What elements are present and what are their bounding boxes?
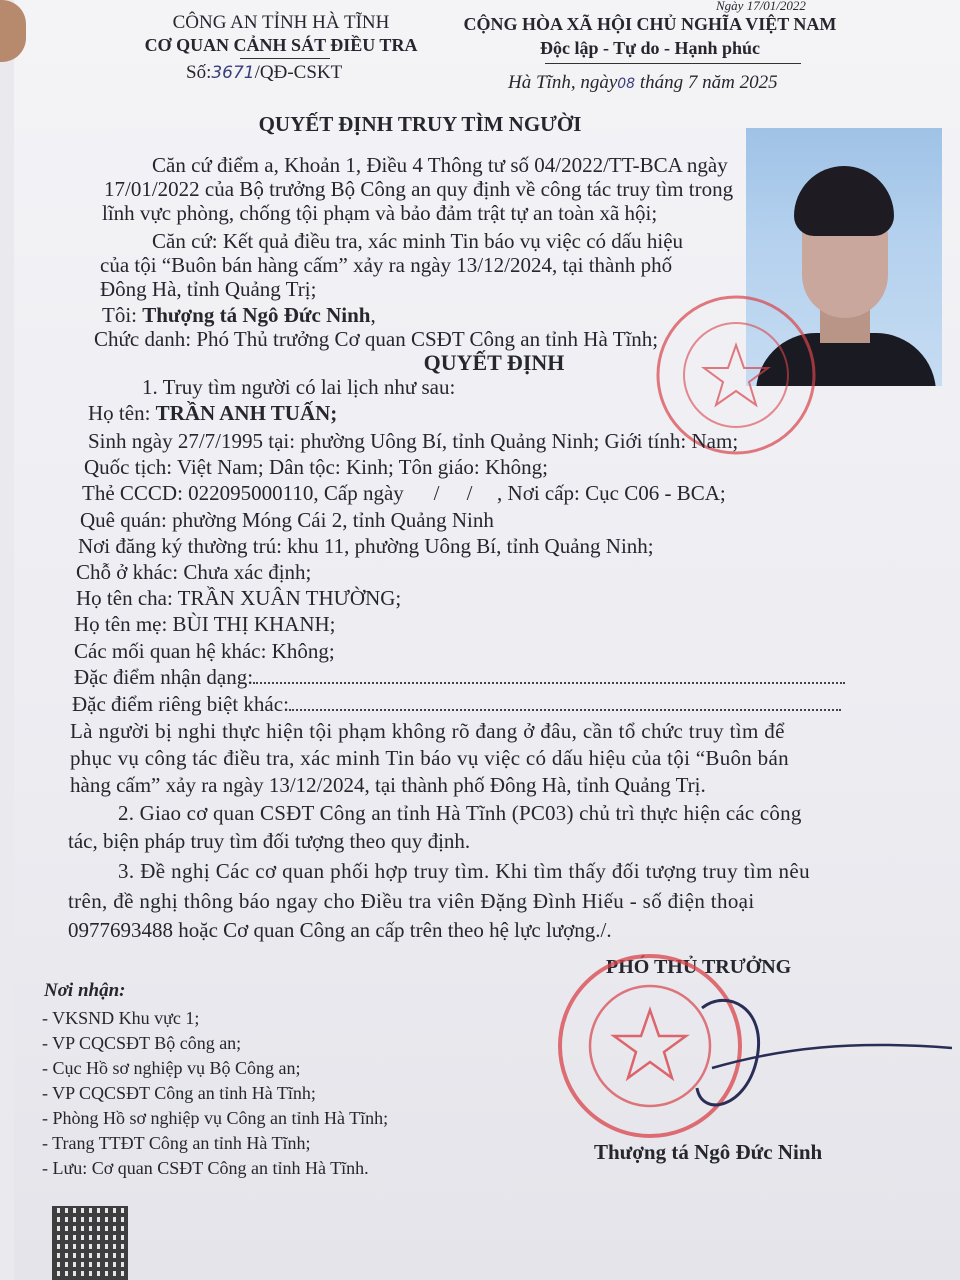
- item2-line: tác, biện pháp truy tìm đối tượng theo quy định.: [68, 829, 471, 853]
- date-day: 08: [617, 76, 636, 92]
- issue-date: [508, 72, 778, 94]
- preamble-line: Căn cứ điểm a, Khoản 1, Điều 4 Thông tư số 04/2022/TT-BCA ngày: [152, 153, 728, 177]
- hometown-line: Quê quán: phường Móng Cái 2, tỉnh Quảng Ninh: [80, 508, 494, 532]
- features-line: [74, 664, 845, 690]
- qr-code: [52, 1206, 128, 1280]
- reason-line: Là người bị nghi thực hiện tội phạm không rõ đang ở đâu, cần tổ chức truy tìm để: [70, 719, 785, 743]
- name-label: Họ tên:: [88, 401, 151, 425]
- agency-name: CÔNG AN TỈNH HÀ TĨNH: [172, 12, 390, 33]
- document-number: [186, 62, 342, 84]
- recipient-item: - VP CQCSĐT Bộ công an;: [42, 1033, 242, 1053]
- number-handwritten: 3671: [211, 63, 255, 83]
- item3-line: 3. Đề nghị Các cơ quan phối hợp truy tìm. Khi tìm thấy đối tượng truy tìm nêu: [118, 859, 811, 883]
- preamble-line: Đông Hà, tỉnh Quảng Trị;: [100, 277, 317, 301]
- dotted-fill: [253, 664, 845, 684]
- signer-label: Tôi:: [102, 303, 137, 327]
- preamble-line: 17/01/2022 của Bộ trưởng Bộ Công an quy định về công tác truy tìm trong: [104, 177, 734, 201]
- id-card-blank: / /: [433, 481, 473, 505]
- features-label: Đặc điểm nhận dạng:: [74, 665, 254, 689]
- item3-line: trên, đề nghị thông báo ngay cho Điều tra viên Đặng Đình Hiếu - số điện thoại: [68, 889, 755, 913]
- birth-line: Sinh ngày 27/7/1995 tại: phường Uông Bí, tỉnh Quảng Ninh; Giới tính: Nam;: [88, 429, 739, 453]
- header-rule-right: [545, 63, 801, 64]
- other-place-line: Chỗ ở khác: Chưa xác định;: [76, 560, 312, 584]
- residence-line: Nơi đăng ký thường trú: khu 11, phường Uông Bí, tỉnh Quảng Ninh;: [78, 534, 654, 558]
- document-page: [14, 0, 960, 1280]
- mother-line: Họ tên mẹ: BÙI THỊ KHANH;: [74, 612, 336, 636]
- document-title: QUYẾT ĐỊNH TRUY TÌM NGƯỜI: [258, 112, 582, 136]
- country-name: CỘNG HÒA XÃ HỘI CHỦ NGHĨA VIỆT NAM: [463, 14, 837, 34]
- signature-title: PHÓ THỦ TRƯỞNG: [606, 956, 792, 978]
- position-line: Chức danh: Phó Thủ trưởng Cơ quan CSĐT Công an tỉnh Hà Tĩnh;: [94, 327, 659, 351]
- id-card-line: [82, 480, 726, 506]
- recipient-item: - VKSND Khu vực 1;: [42, 1008, 200, 1028]
- nationality-line: Quốc tịch: Việt Nam; Dân tộc: Kinh; Tôn giáo: Không;: [84, 455, 548, 479]
- preamble-line: của tội “Buôn bán hàng cấm” xảy ra ngày 13/12/2024, tại thành phố: [100, 253, 673, 277]
- recipient-item: - Trang TTĐT Công an tỉnh Hà Tĩnh;: [42, 1133, 311, 1153]
- decision-heading: QUYẾT ĐỊNH: [423, 350, 565, 375]
- preamble-line: Căn cứ: Kết quả điều tra, xác minh Tin báo vụ việc có dấu hiệu: [152, 229, 684, 253]
- special-features-line: [72, 691, 841, 717]
- item2-line: 2. Giao cơ quan CSĐT Công an tỉnh Hà Tĩnh (PC03) chủ trì thực hiện các công: [118, 801, 802, 825]
- id-card-part1: Thẻ CCCD: 022095000110, Cấp ngày: [82, 481, 404, 505]
- date-prefix: Hà Tĩnh, ngày: [508, 72, 618, 93]
- item1-intro: 1. Truy tìm người có lai lịch như sau:: [142, 375, 456, 399]
- dotted-fill: [289, 691, 841, 711]
- signer-name: Thượng tá Ngô Đức Ninh: [142, 303, 371, 327]
- id-card-part2: , Nơi cấp: Cục C06 - BCA;: [497, 481, 726, 505]
- name-line: [88, 400, 337, 426]
- preamble-line: lĩnh vực phòng, chống tội phạm và bảo đảm trật tự an toàn xã hội;: [102, 201, 658, 225]
- number-prefix: Số:: [186, 62, 212, 83]
- recipients-list: [42, 1006, 388, 1181]
- name-value: TRẦN ANH TUẤN;: [155, 401, 338, 425]
- recipients-heading: Nơi nhận:: [44, 980, 126, 1001]
- top-date: Ngày 17/01/2022: [716, 0, 806, 13]
- number-suffix: /QĐ-CSKT: [254, 62, 343, 83]
- item3-line: 0977693488 hoặc Cơ quan Công an cấp trên theo hệ lực lượng./.: [68, 918, 612, 942]
- recipient-item: - Lưu: Cơ quan CSĐT Công an tỉnh Hà Tĩnh.: [42, 1158, 369, 1178]
- signer-name-bottom: Thượng tá Ngô Đức Ninh: [594, 1140, 823, 1164]
- recipient-item: - Phòng Hồ sơ nghiệp vụ Công an tỉnh Hà Tĩnh;: [42, 1108, 389, 1128]
- recipient-item: - VP CQCSĐT Công an tỉnh Hà Tĩnh;: [42, 1083, 316, 1103]
- date-suffix: tháng 7 năm 2025: [639, 72, 778, 93]
- header-rule-left: [240, 58, 330, 59]
- recipient-item: - Cục Hồ sơ nghiệp vụ Bộ Công an;: [42, 1058, 301, 1078]
- reason-line: phục vụ công tác điều tra, xác minh Tin báo vụ việc có dấu hiệu của tội “Buôn bán: [70, 746, 789, 770]
- father-line: Họ tên cha: TRẦN XUÂN THƯỜNG;: [76, 586, 402, 610]
- seal-stamp-signature: [552, 948, 952, 1148]
- motto: Độc lập - Tự do - Hạnh phúc: [539, 38, 761, 58]
- signer-line: Tôi: Thượng tá Ngô Đức Ninh,: [102, 303, 376, 327]
- unit-name: CƠ QUAN CẢNH SÁT ĐIỀU TRA: [144, 35, 418, 55]
- reason-line: hàng cấm” xảy ra ngày 13/12/2024, tại thành phố Đông Hà, tỉnh Quảng Trị.: [70, 773, 706, 797]
- special-label: Đặc điểm riêng biệt khác:: [72, 692, 289, 716]
- relations-line: Các mối quan hệ khác: Không;: [74, 639, 335, 663]
